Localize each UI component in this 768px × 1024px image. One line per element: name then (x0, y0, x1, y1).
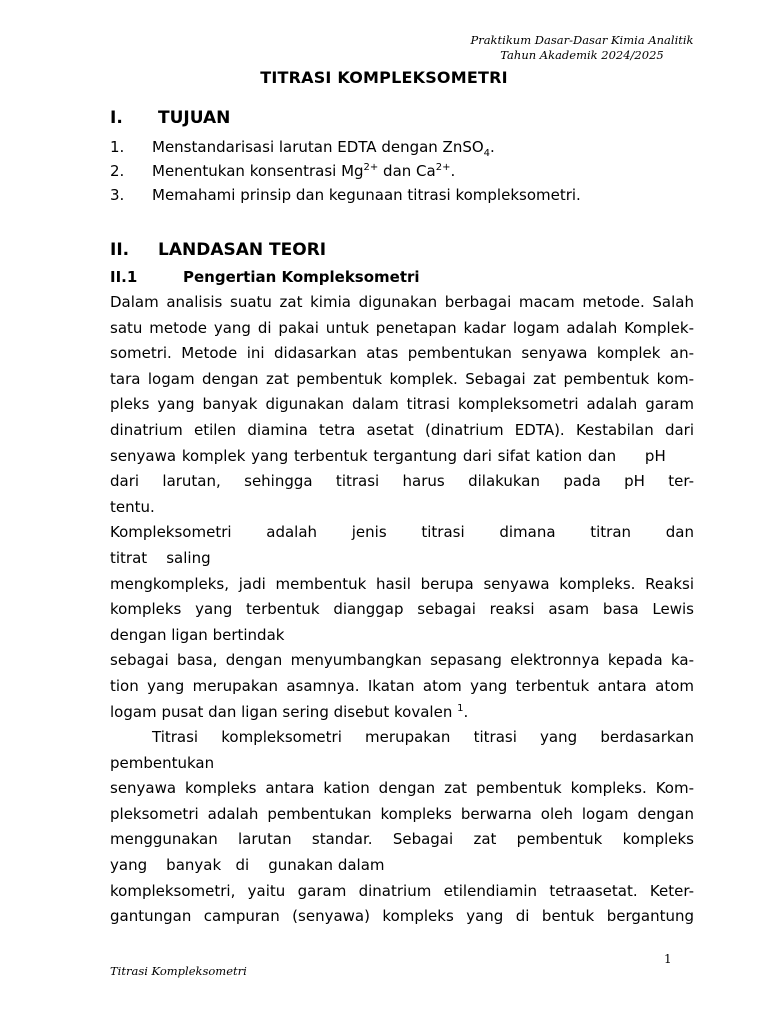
page-number: 1 (664, 952, 672, 966)
text-line (110, 700, 694, 726)
text-line: pleks yang banyak digunakan dalam titrasi kompleksometri adalah garam (110, 395, 694, 414)
text-line: tion yang merupakan asamnya. Ikatan atom yang terbentuk antara atom (110, 676, 694, 695)
section-heading-landasan-teori (110, 240, 326, 260)
text-line: dengan ligan bertindak (110, 625, 285, 644)
running-footer: Titrasi Kompleksometri (110, 964, 247, 978)
text-line: sometri. Metode ini didasarkan atas pembentukan senyawa komplek an- (110, 344, 694, 363)
running-header (452, 33, 712, 63)
text-line: Titrasi kompleksometri merupakan titrasi yang berdasarkan (152, 728, 694, 747)
list-item (110, 183, 581, 207)
list-text: Menstandarisasi larutan EDTA dengan ZnSO (152, 138, 484, 156)
text-line: senyawa kompleks antara kation dengan zat pembentuk kompleks. Kom- (110, 779, 694, 798)
text-line: Kompleksometri adalah jenis titrasi dimana titran dan (110, 523, 694, 542)
list-item (110, 159, 581, 183)
subsection-number: II.1 (110, 268, 138, 286)
list-number: 1. (110, 138, 125, 156)
text-line: senyawa komplek yang terbentuk tergantung dari sifat kation dan pH (110, 446, 666, 465)
section-heading-tujuan (110, 108, 230, 128)
text-line: satu metode yang di pakai untuk penetapan kadar logam adalah Komplek- (110, 318, 694, 337)
list-text: Menentukan konsentrasi Mg (152, 162, 364, 180)
document-title: TITRASI KOMPLEKSOMETRI (260, 68, 508, 87)
text-span: logam pusat dan ligan sering disebut kovalen (110, 702, 458, 721)
text-line: dinatrium etilen diamina tetra asetat (dinatrium EDTA). Kestabilan dari (110, 420, 694, 439)
text-span: . (463, 702, 469, 721)
list-item (110, 135, 581, 159)
text-line: tentu. (110, 497, 155, 516)
list-number: 2. (110, 162, 125, 180)
list-text: Memahami prinsip dan kegunaan titrasi kompleksometri. (152, 186, 581, 204)
header-year: Tahun Akademik 2024/2025 (500, 48, 664, 62)
footnote-reference: 1 (457, 702, 464, 714)
text-line: pleksometri adalah pembentukan kompleks berwarna oleh logam dengan (110, 804, 694, 823)
objectives-list (110, 135, 581, 207)
subsection-title: Pengertian Kompleksometri (183, 268, 420, 286)
section-number: I. (110, 108, 123, 128)
text-line: sebagai basa, dengan menyumbangkan sepasang elektronnya kepada ka- (110, 651, 694, 670)
body-text (110, 290, 694, 930)
text-line: tara logam dengan zat pembentuk komplek. Sebagai zat pembentuk kom- (110, 369, 694, 388)
text-line: dari larutan, sehingga titrasi harus dilakukan pada pH ter- (110, 472, 694, 491)
text-line: gantungan campuran (senyawa) kompleks yang di bentuk bergantung (110, 907, 694, 926)
text-line: pembentukan (110, 753, 215, 772)
text-line: kompleks yang terbentuk dianggap sebagai reaksi asam basa Lewis (110, 600, 694, 619)
text-line: yang banyak di gunakan dalam (110, 856, 385, 875)
text-line: titrat saling (110, 548, 211, 567)
section-number: II. (110, 240, 130, 260)
superscript: 2+ (435, 162, 451, 173)
section-title: TUJUAN (158, 108, 231, 128)
text-line: mengkompleks, jadi membentuk hasil berupa senyawa kompleks. Reaksi (110, 574, 694, 593)
list-text: . (450, 162, 456, 180)
list-text: dan Ca (378, 162, 436, 180)
superscript: 2+ (363, 162, 379, 173)
subsection-heading (110, 268, 420, 286)
list-text: . (490, 138, 495, 156)
list-number: 3. (110, 186, 125, 204)
text-line: menggunakan larutan standar. Sebagai zat pembentuk kompleks (110, 830, 694, 849)
text-line: kompleksometri, yaitu garam dinatrium etilendiamin tetraasetat. Keter- (110, 881, 694, 900)
section-title: LANDASAN TEORI (158, 240, 327, 260)
subscript: 4 (483, 148, 491, 159)
text-line: Dalam analisis suatu zat kimia digunakan berbagai macam metode. Salah (110, 293, 694, 311)
header-course: Praktikum Dasar-Dasar Kimia Analitik (470, 33, 694, 47)
